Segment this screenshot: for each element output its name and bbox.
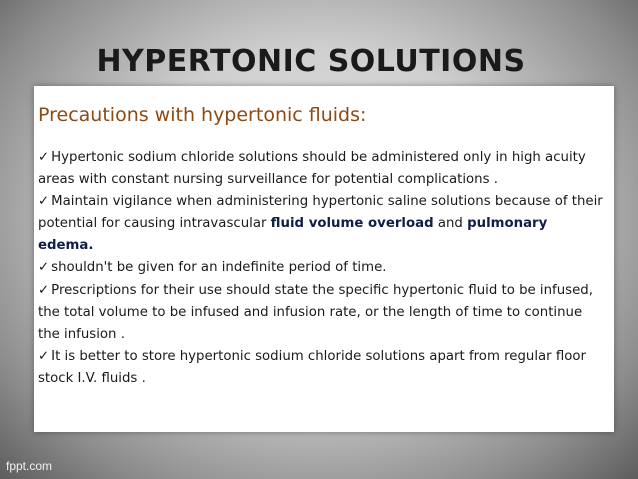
bullet-text-and: and	[433, 216, 468, 232]
bullet-item-3	[38, 257, 604, 279]
bullet-text: Hypertonic sodium chloride solutions should be administered only in high acuity areas with constant nursing surveillance for potential complications .	[38, 150, 586, 188]
check-icon: ✓	[38, 194, 50, 210]
slide-title: HYPERTONIC SOLUTIONS	[96, 44, 526, 79]
bullet-item-2	[38, 191, 604, 257]
slide-subtitle: Precautions with hypertonic fluids:	[38, 104, 367, 126]
bold-term-fluid-volume-overload: fluid volume overload	[270, 216, 434, 232]
bullet-item-5	[38, 346, 604, 390]
bullet-item-1	[38, 147, 604, 191]
footer-watermark: fppt.com	[6, 459, 53, 473]
check-icon: ✓	[38, 348, 50, 364]
check-icon: ✓	[38, 150, 50, 165]
bullet-item-4	[38, 280, 604, 346]
check-icon: ✓	[38, 260, 50, 276]
bullet-text: Prescriptions for their use should state the specific hypertonic fluid to be infused, the total volume to be infused and infusion rate, or the length of time to continue the infusion .	[38, 282, 593, 342]
bullet-text: It is better to store hypertonic sodium chloride solutions apart from regular floor stock I.V. fluids .	[38, 348, 586, 386]
bullet-list	[38, 147, 604, 390]
bullet-text: shouldn't be given for an indefinite period of time.	[51, 260, 387, 276]
bold-term-pulmonary-edema: pulmonary edema.	[38, 216, 548, 254]
bullet-text: Maintain vigilance when administering hypertonic saline solutions because of their potential for causing intravascular	[38, 194, 603, 232]
check-icon: ✓	[38, 282, 50, 298]
